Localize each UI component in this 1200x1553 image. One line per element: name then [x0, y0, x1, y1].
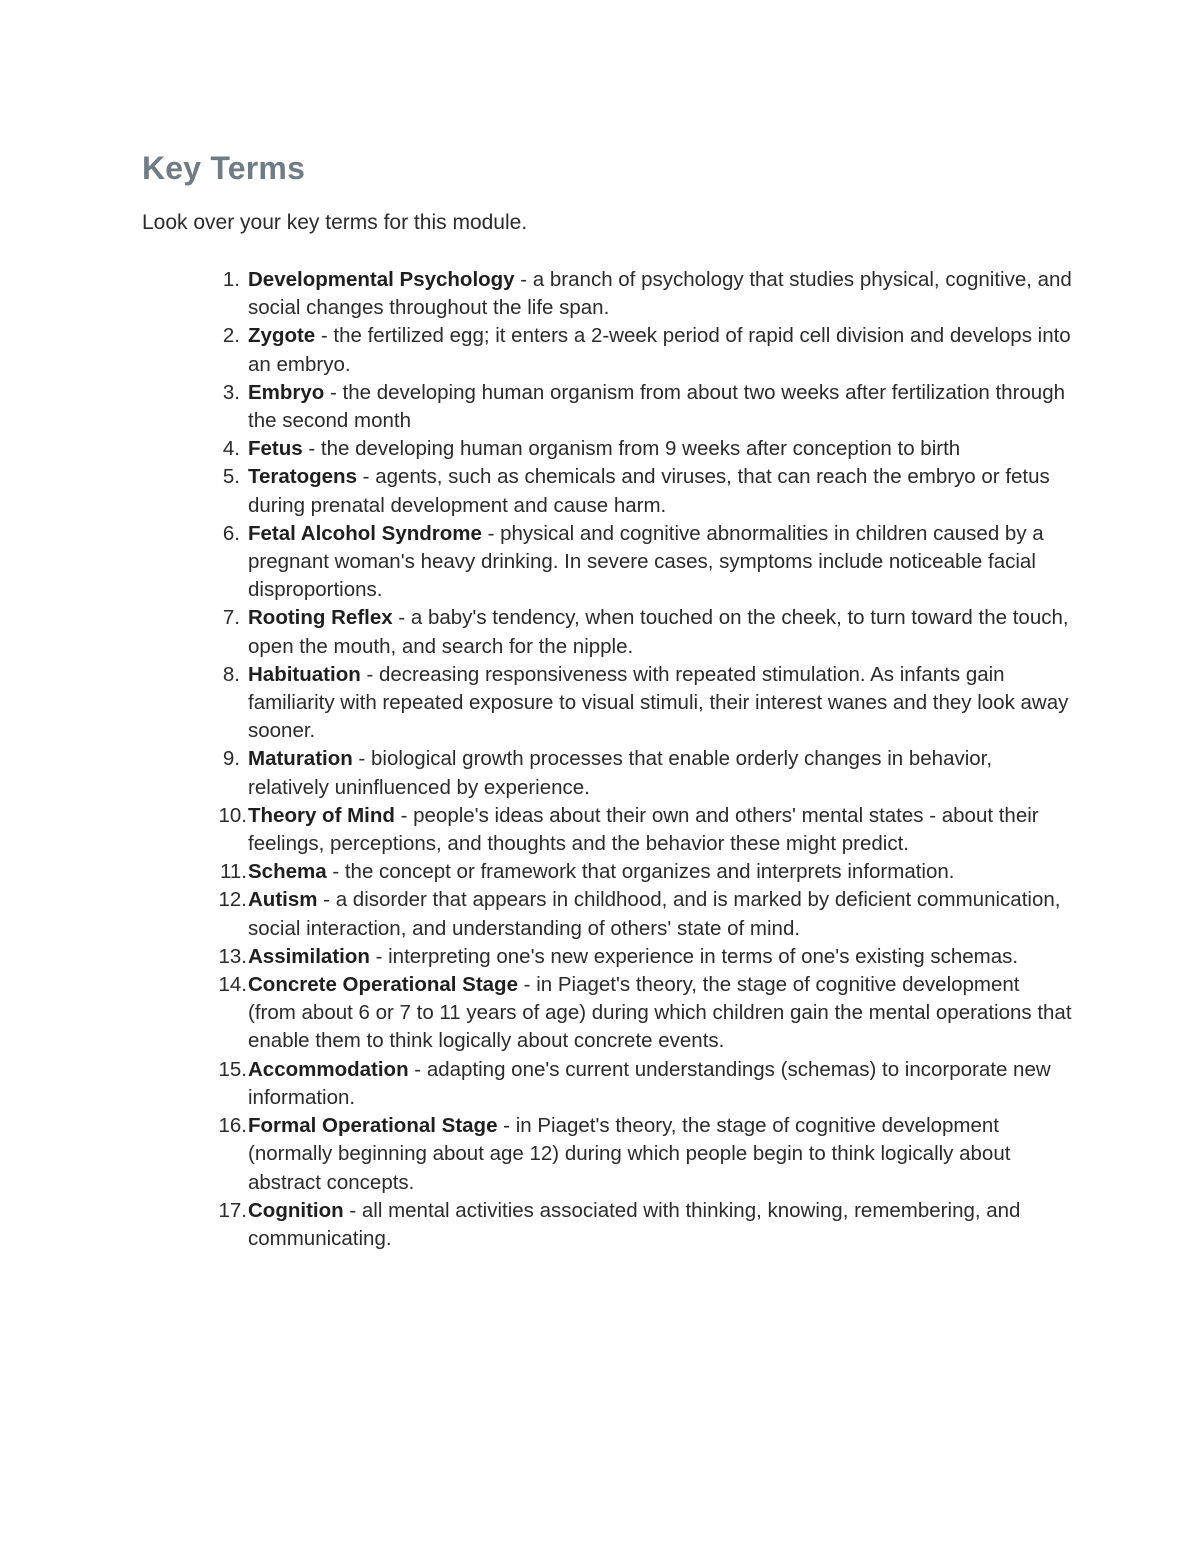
- term-definition: - in Piaget's theory, the stage of cognitive development (from about 6 or 7 to 11 years of age) during which children gain the mental operations that enable them to think logically about concrete events.: [248, 973, 1072, 1053]
- item-number: 1.: [222, 268, 240, 291]
- item-number: 10.: [218, 803, 247, 827]
- term-definition: - the fertilized egg; it enters a 2-week period of rapid cell division and develops into an embryo.: [248, 324, 1071, 376]
- list-item: [142, 802, 1072, 858]
- list-item: [142, 1197, 1072, 1253]
- term-definition: - people's ideas about their own and others' mental states - about their feelings, perceptions, and thoughts and the behavior these might predict.: [248, 803, 1039, 856]
- item-number: 16.: [218, 1114, 247, 1138]
- term-name: Zygote: [248, 324, 316, 348]
- term-definition: - a baby's tendency, when touched on the cheek, to turn toward the touch, open the mouth, and search for the nipple.: [248, 606, 1069, 658]
- list-item: [142, 886, 1072, 942]
- term-name: Maturation: [248, 747, 353, 771]
- list-item: [142, 943, 1072, 971]
- list-item: [142, 435, 1072, 463]
- term-name: Embryo: [248, 380, 325, 404]
- term-definition: - a disorder that appears in childhood, and is marked by deficient communication, social interaction, and understanding of others' state of mind.: [248, 888, 1061, 940]
- list-item: [142, 1056, 1072, 1112]
- list-item: [142, 971, 1072, 1056]
- list-item: [142, 661, 1072, 746]
- list-item: [142, 322, 1072, 378]
- item-number: 8.: [222, 662, 240, 686]
- term-definition: - the developing human organism from about two weeks after fertilization through the second month: [248, 380, 1066, 433]
- item-number: 3.: [222, 380, 240, 404]
- term-name: Accommodation: [248, 1057, 409, 1081]
- term-name: Fetal Alcohol Syndrome: [248, 521, 482, 545]
- term-name: Autism: [248, 888, 318, 912]
- item-number: 11.: [220, 860, 247, 884]
- term-definition: - decreasing responsiveness with repeated stimulation. As infants gain familiarity with repeated exposure to visual stimuli, their interest wanes and they look away sooner.: [248, 662, 1069, 743]
- term-definition: - the developing human organism from 9 weeks after conception to birth: [302, 437, 961, 461]
- term-definition: - physical and cognitive abnormalities in children caused by a pregnant woman's heavy drinking. In severe cases, symptoms include noticeable facial disproportions.: [248, 521, 1044, 602]
- term-name: Developmental Psychology: [248, 268, 515, 291]
- term-definition: - adapting one's current understandings (schemas) to incorporate new information.: [248, 1057, 1051, 1109]
- page-title: Key Terms: [142, 150, 306, 186]
- term-name: Cognition: [248, 1198, 344, 1222]
- item-number: 5.: [222, 465, 240, 489]
- list-item: [142, 604, 1072, 660]
- term-definition: - agents, such as chemicals and viruses, that can reach the embryo or fetus during prenatal development and cause harm.: [248, 465, 1050, 517]
- item-number: 12.: [218, 888, 247, 912]
- term-name: Habituation: [248, 662, 361, 686]
- term-definition: - a branch of psychology that studies physical, cognitive, and social changes throughout the life span.: [248, 268, 1072, 320]
- item-number: 14.: [218, 973, 247, 997]
- item-number: 6.: [222, 521, 240, 545]
- list-item: [142, 379, 1072, 435]
- list-item: [142, 858, 1072, 886]
- item-number: 17.: [218, 1198, 247, 1222]
- term-name: Teratogens: [248, 465, 357, 489]
- intro-text: Look over your key terms for this module.: [142, 211, 528, 234]
- list-item: [142, 266, 1072, 322]
- item-number: 15.: [218, 1057, 247, 1081]
- term-name: Fetus: [248, 437, 303, 461]
- list-item: [142, 520, 1072, 605]
- item-number: 13.: [218, 944, 247, 968]
- term-definition: - biological growth processes that enable orderly changes in behavior, relatively uninfluenced by experience.: [248, 747, 993, 799]
- item-number: 7.: [222, 606, 240, 630]
- list-item: [142, 745, 1072, 801]
- list-item: [142, 463, 1072, 519]
- term-name: Formal Operational Stage: [248, 1114, 498, 1138]
- term-name: Assimilation: [248, 944, 370, 968]
- list-item: [142, 1112, 1072, 1197]
- term-name: Theory of Mind: [248, 803, 395, 827]
- item-number: 2.: [222, 324, 240, 348]
- item-number: 4.: [222, 437, 240, 461]
- term-name: Schema: [248, 860, 327, 884]
- term-definition: - the concept or framework that organizes and interprets information.: [326, 860, 955, 884]
- term-definition: - interpreting one's new experience in terms of one's existing schemas.: [369, 944, 1019, 968]
- term-name: Concrete Operational Stage: [248, 973, 518, 997]
- term-definition: - in Piaget's theory, the stage of cognitive development (normally beginning about age 12) during which people begin to think logically about abstract concepts.: [248, 1114, 1011, 1194]
- item-number: 9.: [222, 747, 240, 771]
- term-name: Rooting Reflex: [248, 606, 393, 630]
- key-terms-list: [142, 266, 1072, 1253]
- term-definition: - all mental activities associated with thinking, knowing, remembering, and communicating.: [248, 1198, 1021, 1250]
